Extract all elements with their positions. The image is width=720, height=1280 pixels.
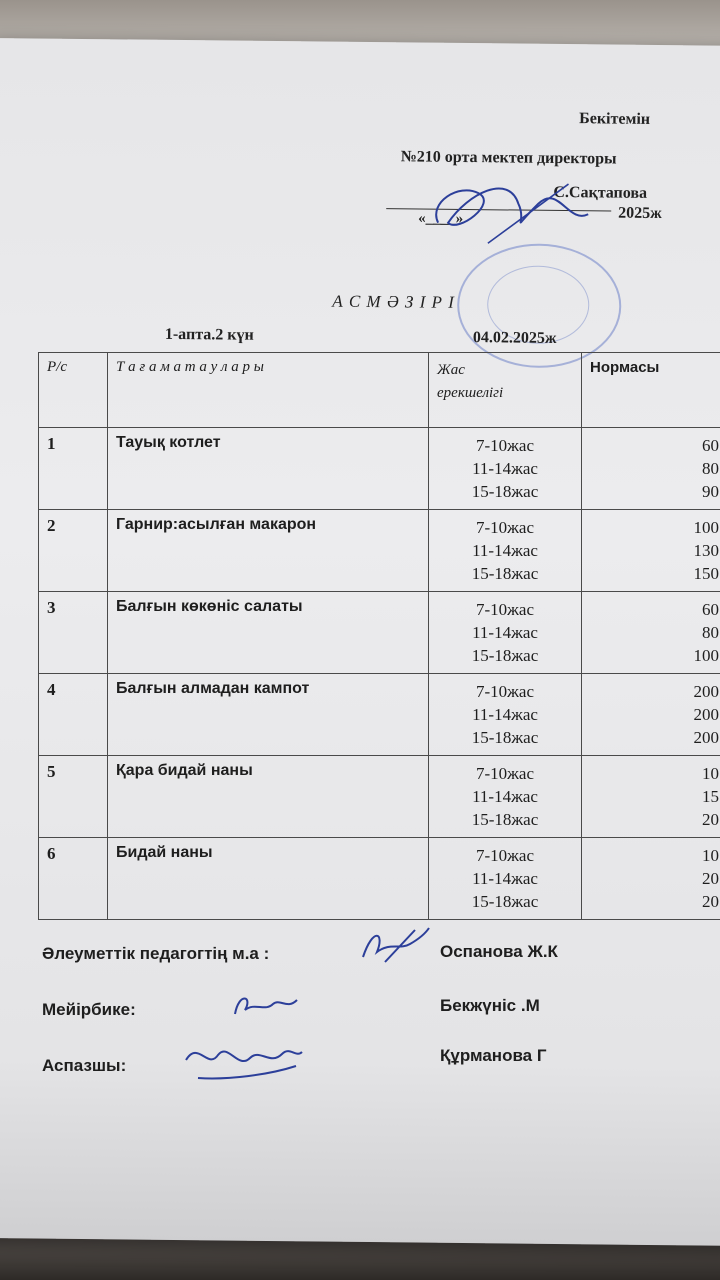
norm-value: 60 [702, 600, 719, 619]
cook-label: Аспазшы: [42, 1056, 127, 1075]
norm-cell [582, 838, 720, 920]
age-group: 11-14жас [472, 459, 538, 478]
age-group: 11-14жас [472, 541, 538, 560]
cook-name: Құрманова Г [440, 1046, 547, 1065]
age-group: 7-10жас [476, 846, 534, 865]
dish-name: Балғын алмадан кампот [108, 674, 429, 756]
norm-value: 20 [702, 892, 719, 911]
age-group: 7-10жас [476, 682, 534, 701]
age-group: 11-14жас [472, 705, 538, 724]
norm-cell [582, 756, 720, 838]
document-title: А С М Ә З І Р І [332, 291, 455, 312]
norm-value: 20 [702, 810, 719, 829]
norm-value: 200 [693, 705, 719, 724]
approve-label: Бекітемін [579, 110, 651, 128]
row-number: 6 [39, 838, 108, 920]
col-age-header-2: ерекшелігі [437, 385, 504, 401]
age-group: 15-18жас [471, 564, 539, 583]
age-group: 7-10жас [476, 764, 534, 783]
pedagog-name: Оспанова Ж.К [440, 942, 558, 961]
age-group-cell [429, 674, 582, 756]
age-group: 15-18жас [471, 892, 539, 911]
age-group-cell [429, 756, 582, 838]
table-row [39, 756, 720, 838]
dish-name: Бидай наны [108, 838, 429, 920]
pedagog-signature [355, 922, 435, 972]
norm-value: 100 [693, 518, 719, 537]
norm-value: 200 [693, 682, 719, 701]
age-group: 15-18жас [471, 810, 539, 829]
table-row [39, 674, 720, 756]
date-blank: «____» [418, 210, 464, 227]
norm-value: 100 [693, 646, 719, 665]
menu-date: 04.02.2025ж [472, 329, 557, 347]
dish-name: Тауық котлет [108, 428, 429, 510]
norm-value: 130 [693, 541, 719, 560]
age-group: 11-14жас [472, 623, 538, 642]
age-group: 7-10жас [476, 436, 534, 455]
director-title: №210 орта мектеп директоры [400, 148, 617, 168]
director-signature [418, 162, 629, 254]
col-norm-header: Нормасы [582, 353, 720, 428]
table-row [39, 838, 720, 920]
norm-value: 150 [693, 564, 719, 583]
norm-cell [582, 510, 720, 592]
age-group: 7-10жас [476, 600, 534, 619]
col-age-header-1: Жас [437, 362, 465, 378]
age-group: 11-14жас [472, 869, 538, 888]
cook-signature [178, 1030, 308, 1090]
norm-value: 90 [702, 482, 719, 501]
row-number: 2 [39, 510, 108, 592]
col-name-header: Т а ғ а м а т а у л а р ы [108, 353, 429, 428]
norm-value: 60 [702, 436, 719, 455]
age-group-cell [429, 592, 582, 674]
dish-name: Қара бидай наны [108, 756, 429, 838]
nurse-signature [225, 984, 305, 1029]
table-row [39, 428, 720, 510]
age-group: 15-18жас [471, 482, 539, 501]
col-no-header: Р/с [39, 353, 108, 428]
nurse-name: Бекжүніс .М [440, 996, 540, 1015]
norm-value: 10 [702, 846, 719, 865]
row-number: 4 [39, 674, 108, 756]
table-row [39, 592, 720, 674]
dish-name: Балғын көкөніс салаты [108, 592, 429, 674]
col-age-header [429, 353, 582, 428]
pedagog-label: Әлеуметтік педагогтің м.а : [42, 944, 270, 963]
norm-value: 80 [702, 459, 719, 478]
year-label: 2025ж [618, 204, 662, 223]
row-number: 3 [39, 592, 108, 674]
age-group-cell [429, 838, 582, 920]
row-number: 5 [39, 756, 108, 838]
norm-value: 200 [693, 728, 719, 747]
norm-cell [582, 592, 720, 674]
age-group: 15-18жас [471, 646, 539, 665]
director-name: С.Сақтапова [553, 183, 648, 202]
age-group: 11-14жас [472, 787, 538, 806]
menu-table [38, 352, 720, 920]
age-group: 15-18жас [471, 728, 539, 747]
norm-cell [582, 428, 720, 510]
norm-value: 10 [702, 764, 719, 783]
nurse-label: Мейірбике: [42, 1000, 136, 1019]
dish-name: Гарнир:асылған макарон [108, 510, 429, 592]
week-day: 1-апта.2 күн [164, 325, 254, 344]
row-number: 1 [39, 428, 108, 510]
norm-value: 15 [702, 787, 719, 806]
norm-value: 20 [702, 869, 719, 888]
age-group: 7-10жас [476, 518, 534, 537]
norm-value: 80 [702, 623, 719, 642]
age-group-cell [429, 428, 582, 510]
age-group-cell [429, 510, 582, 592]
table-row [39, 510, 720, 592]
norm-cell [582, 674, 720, 756]
table-header-row [39, 353, 720, 428]
